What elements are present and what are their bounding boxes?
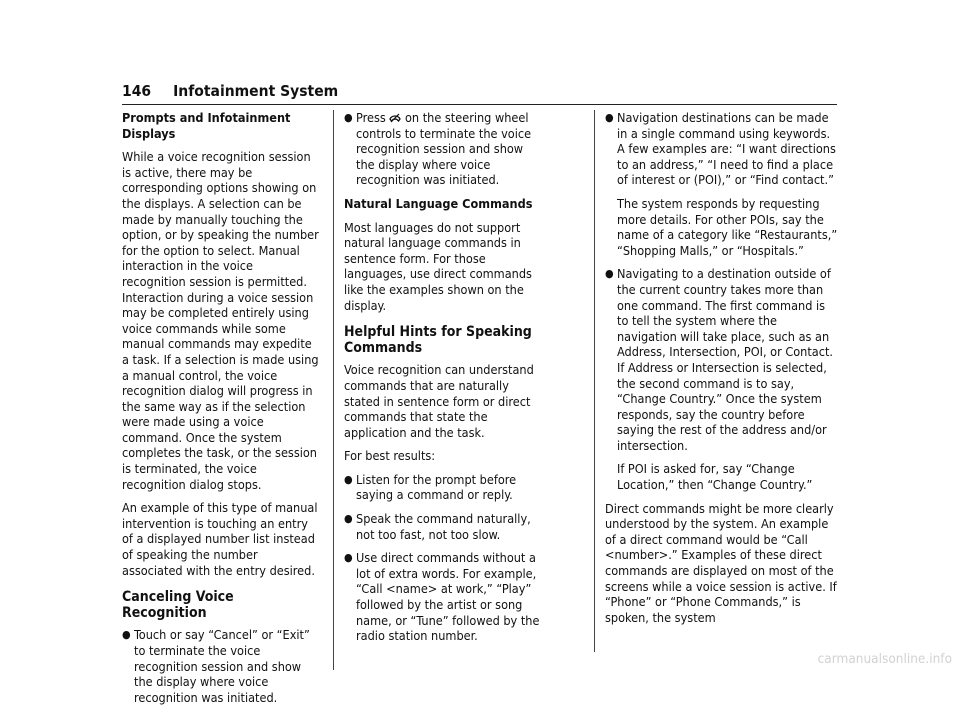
bullet-list [605,110,839,493]
list-item [605,266,839,492]
header-rule [122,104,837,105]
list-item-text-post: on the steering wheel controls to terminate the voice recognition session and show the display where voice recognition was initiated. [356,110,532,188]
paragraph: For best results: [344,448,436,464]
bullet-list [122,627,320,705]
list-item [344,110,542,188]
column-2 [344,110,542,652]
page-header [122,82,338,104]
list-item [344,550,542,644]
subheading-prompts: Prompts and Infotainment Displays [122,110,291,141]
list-item [344,472,542,503]
list-item-subtext: The system responds by requesting more details. For other POIs, say the name of a category like “Restaurants,” “Shopping Malls,” or “Hospitals.” [617,195,838,258]
page-number: 146 [122,82,152,100]
column-1 [122,110,320,713]
paragraph: While a voice recognition session is active, there may be corresponding options showing on the displays. A selection can be made by manually touching the option, or by speaking the number for the option to select. Manual interaction in the voice recognition session is permitted. Interaction during a voice session may be completed entirely using voice commands while some manual commands may expedite a task. If a selection is made using a manual control, the voice recognition dialog will progress in the same way as if the selection were made using a voice command. Once the system completes the task, or the session is terminated, the voice recognition dialog stops. [122,149,319,492]
bullet-list [344,472,542,644]
section-title: Infotainment System [173,82,339,100]
list-item-text: Navigating to a destination outside of the current country takes more than one command. The first command is to tell the system where the navigation will take place, such as an Address, Intersection, POI, or Contact. If Address or Intersection is selected, the second command is to say, “Change Country.” Once the system responds, say the country before saying the rest of the address and/or intersection. [617,266,833,453]
list-item-text: Listen for the prompt before saying a command or reply. [356,471,517,503]
heading-canceling-voice-recognition: Canceling Voice Recognition [122,589,234,621]
column-divider-2 [594,110,595,652]
heading-helpful-hints: Helpful Hints for Speaking Commands [344,324,532,356]
list-item-text: Use direct commands without a lot of extra words. For example, “Call <name> at work,” “Play” followed by the artist or song name, or “Tune” followed by the radio station number. [356,550,540,644]
list-item-text: Touch or say “Cancel” or “Exit” to terminate the voice recognition session and show the display where voice recognition was initiated. [134,627,310,705]
list-item [344,511,542,542]
column-3 [605,110,839,633]
paragraph: An example of this type of manual intervention is touching an entry of a displayed number list instead of speaking the number associated with the entry desired. [122,500,318,578]
list-item-text-pre: Press [356,110,386,125]
bullet-list [344,110,542,188]
list-item [122,627,320,705]
bullet-icon: ● [344,472,353,486]
bullet-icon: ● [344,512,353,526]
list-item-subtext: If POI is asked for, say “Change Location,” then “Change Country.” [617,461,813,493]
paragraph: Voice recognition can understand commands that are naturally stated in sentence form or direct commands that state the application and the task. [344,362,534,440]
list-item-text: Navigation destinations can be made in a single command using keywords. A few examples are: “I want directions to an address,” “I need to find a place of interest or (POI),” or “Find contact.” [617,110,836,188]
paragraph: Most languages do not support natural language commands in sentence form. For those languages, use direct commands like the examples shown on the display. [344,219,532,313]
watermark-text: carmanualsonline.info [817,651,952,667]
column-divider-1 [333,110,334,670]
subheading-natural-language: Natural Language Commands [344,195,533,211]
list-item [605,110,839,258]
bullet-icon: ● [605,111,614,124]
end-call-icon [389,113,401,123]
bullet-icon: ● [122,628,131,642]
bullet-icon: ● [605,267,614,281]
list-item-text: Speak the command naturally, not too fast, not too slow. [356,511,531,542]
paragraph: Direct commands might be more clearly understood by the system. An example of a direct command would be “Call <number>.” Examples of these direct commands are displayed on most of the screens while a voice session is active. If “Phone” or “Phone Commands,” is spoken, the system [605,500,837,625]
bullet-icon: ● [344,111,353,124]
bullet-icon: ● [344,551,353,565]
